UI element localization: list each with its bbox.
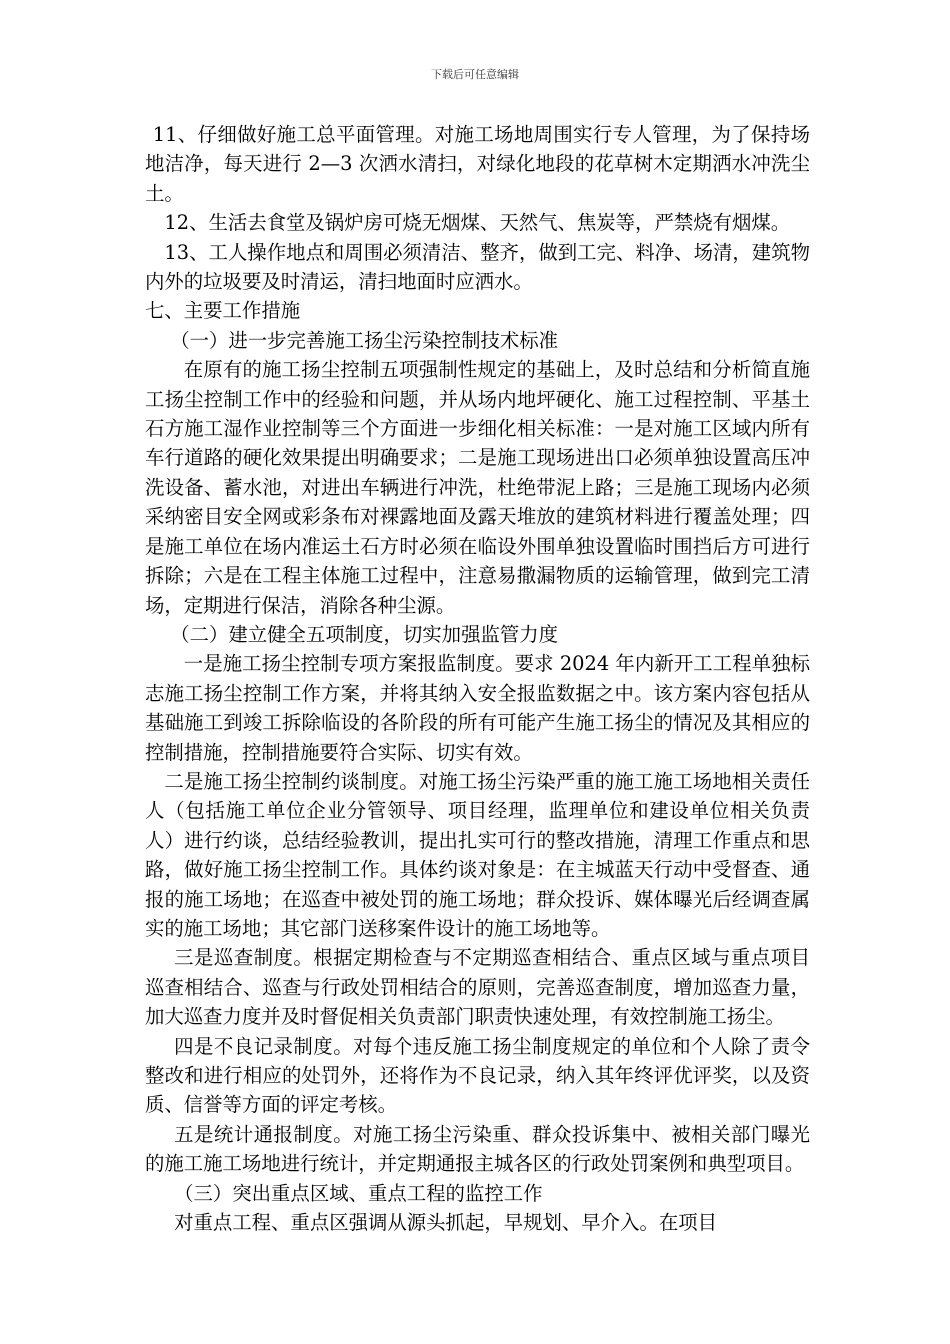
paragraph: 三是巡查制度。根据定期检查与不定期巡查相结合、重点区域与重点项目巡查相结合、巡查与行政处罚相结合的原则，完善巡查制度，增加巡查力量，加大巡查力度并及时督促相关负责部门职责快速处理，有效控制施工扬尘。 <box>145 946 810 1029</box>
paragraph: 11、仔细做好施工总平面管理。对施工场地周围实行专人管理，为了保持场地洁净，每天进行 2—3 次洒水清扫，对绿化地段的花草树木定期洒水冲洗尘土。 <box>145 123 810 205</box>
paragraph: 对重点工程、重点区强调从源头抓起，早规划、早介入。在项目 <box>174 1211 718 1235</box>
paragraph: 四是不良记录制度。对每个违反施工扬尘制度规定的单位和个人除了责令整改和进行相应的处罚外，还将作为不良记录，纳入其年终评优评奖，以及资质、信誉等方面的评定考核。 <box>145 1034 810 1117</box>
paragraph: 二是施工扬尘控制约谈制度。对施工扬尘污染严重的施工施工场地相关责任人（包括施工单位企业分管领导、项目经理，监理单位和建设单位相关负责人）进行约谈，总结经验教训，提出扎实可行的整改措施，清理工作重点和思路，做好施工扬尘控制工作。具体约谈对象是：在主城蓝天行动中受督查、通报的施工场地；在巡查中被处罚的施工场地；群众投诉、媒体曝光后经调查属实的施工场地；其它部门送移案件设计的施工场地等。 <box>145 769 810 940</box>
paragraph: 七、主要工作措施 <box>145 299 301 323</box>
paragraph: （一）进一步完善施工扬尘污染控制技术标准 <box>170 328 559 352</box>
paragraph: 一是施工扬尘控制专项方案报监制度。要求 2024 年内新开工工程单独标志施工扬尘控制工作方案，并将其纳入安全报监数据之中。该方案内容包括从基础施工到竣工拆除临设的各阶段的所有可能产生施工扬尘的情况及其相应的控制措施，控制措施要符合实际、切实有效。 <box>145 652 810 764</box>
paragraph: （二）建立健全五项制度，切实加强监管力度 <box>170 622 559 646</box>
paragraph: （三）突出重点区域、重点工程的监控工作 <box>174 1181 543 1205</box>
paragraph: 五是统计通报制度。对施工扬尘污染重、群众投诉集中、被相关部门曝光的施工施工场地进行统计，并定期通报主城各区的行政处罚案例和典型项目。 <box>145 1122 810 1176</box>
paragraph: 12、生活去食堂及锅炉房可烧无烟煤、天然气、焦炭等，严禁烧有烟煤。 <box>164 211 791 235</box>
document-body <box>145 120 810 1237</box>
paragraph: 在原有的施工扬尘控制五项强制性规定的基础上，及时总结和分析简直施工扬尘控制工作中的经验和问题，并从场内地坪硬化、施工过程控制、平基土石方施工湿作业控制等三个方面进一步细化相关标准：一是对施工区域内所有车行道路的硬化效果提出明确要求；二是施工现场进出口必须单独设置高压冲洗设备、蓄水池，对进出车辆进行冲洗，杜绝带泥上路；三是施工现场内必须采纳密目安全网或彩条布对裸露地面及露天堆放的建筑材料进行覆盖处理；四是施工单位在场内准运土石方时必须在临设外围单独设置临时围挡后方可进行拆除；六是在工程主体施工过程中，注意易撒漏物质的运输管理，做到完工清场，定期进行保洁，消除各种尘源。 <box>145 358 810 617</box>
paragraph: 13、工人操作地点和周围必须清洁、整齐，做到工完、料净、场清，建筑物内外的垃圾要及时清运，清扫地面时应洒水。 <box>145 240 810 294</box>
page-header-note: 下载后可任意编辑 <box>431 68 519 81</box>
